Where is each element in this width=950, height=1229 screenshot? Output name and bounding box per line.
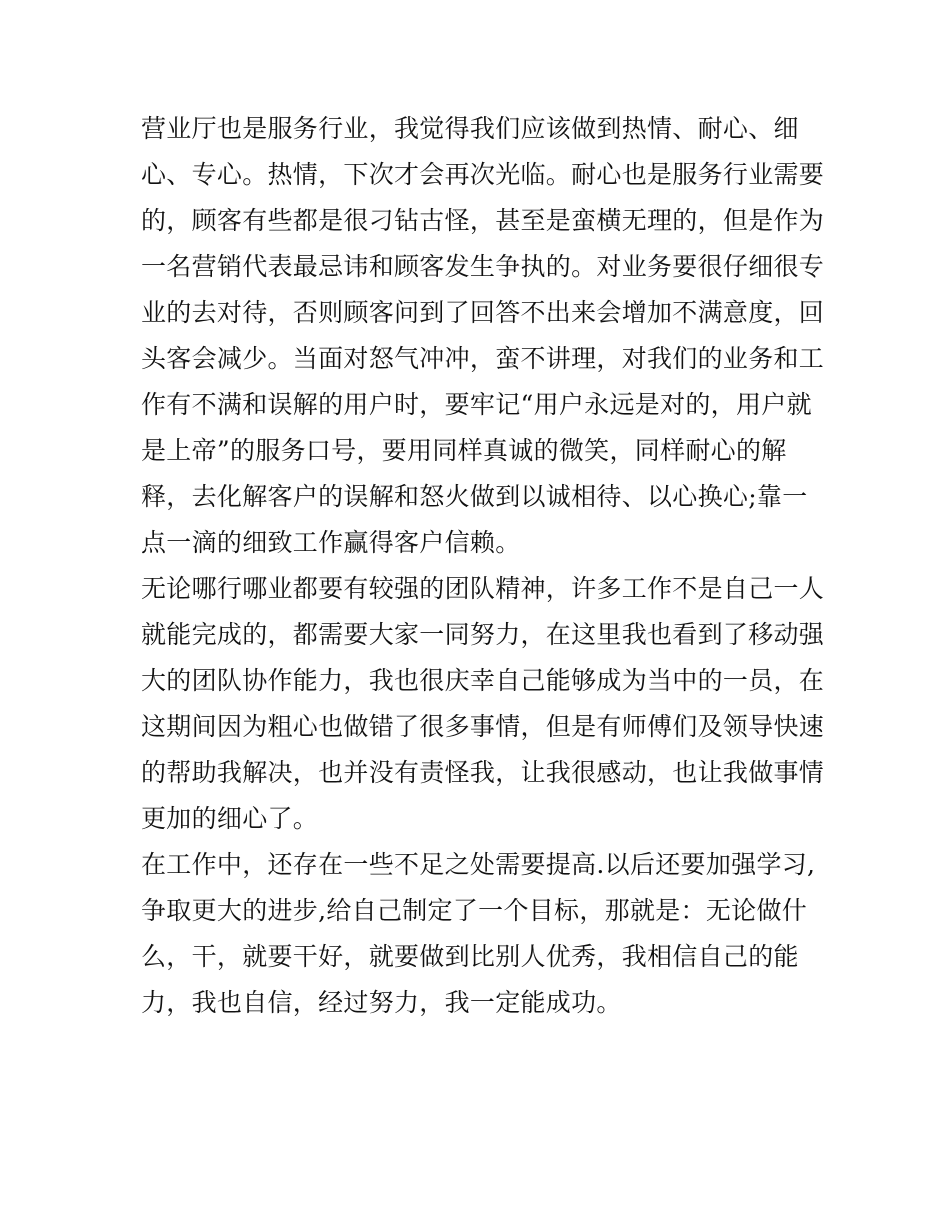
text-line: 是上帝”的服务口号，要用同样真诚的微笑，同样耐心的解 [141,436,787,465]
paragraph [141,566,825,842]
text-line: 大的团队协作能力，我也很庆幸自己能够成为当中的一员，在 [141,666,825,695]
text-line: 这期间因为粗心也做错了很多事情，但是有师傅们及领导快速 [141,712,825,741]
text-line: 一名营销代表最忌讳和顾客发生争执的。对业务要很仔细很专 [141,252,825,281]
text-line: 业的去对待，否则顾客问到了回答不出来会增加不满意度，回 [141,298,825,327]
text-line: 的帮助我解决，也并没有责怪我，让我很感动，也让我做事情 [141,758,825,787]
text-line: 就能完成的，都需要大家一同努力，在这里我也看到了移动强 [141,620,825,649]
document-body [141,106,825,1026]
text-line: 无论哪行哪业都要有较强的团队精神，许多工作不是自己一人 [141,574,825,603]
text-line: 更加的细心了。 [141,804,319,833]
text-line: 力，我也自信，经过努力，我一定能成功。 [141,988,622,1017]
text-line: 头客会减少。当面对怒气冲冲，蛮不讲理，对我们的业务和工 [141,344,825,373]
text-line: 释，去化解客户的误解和怒火做到以诚相待、以心换心;靠一 [141,482,808,511]
text-line: 么，干，就要干好，就要做到比别人优秀，我相信自己的能 [141,942,799,971]
text-line: 营业厅也是服务行业，我觉得我们应该做到热情、耐心、细 [141,114,799,143]
text-line: 在工作中，还存在一些不足之处需要提高.以后还要加强学习, [141,850,816,879]
text-line: 作有不满和误解的用户时，要牢记“用户永远是对的，用户就 [141,390,812,419]
text-line: 心、专心。热情，下次才会再次光临。耐心也是服务行业需要 [141,160,825,189]
text-line: 的，顾客有些都是很刁钻古怪，甚至是蛮横无理的，但是作为 [141,206,825,235]
paragraph [141,842,821,1026]
text-line: 点一滴的细致工作赢得客户信赖。 [141,528,521,557]
paragraph [141,106,825,566]
text-line: 争取更大的进步,给自己制定了一个目标，那就是：无论做什 [141,896,808,925]
